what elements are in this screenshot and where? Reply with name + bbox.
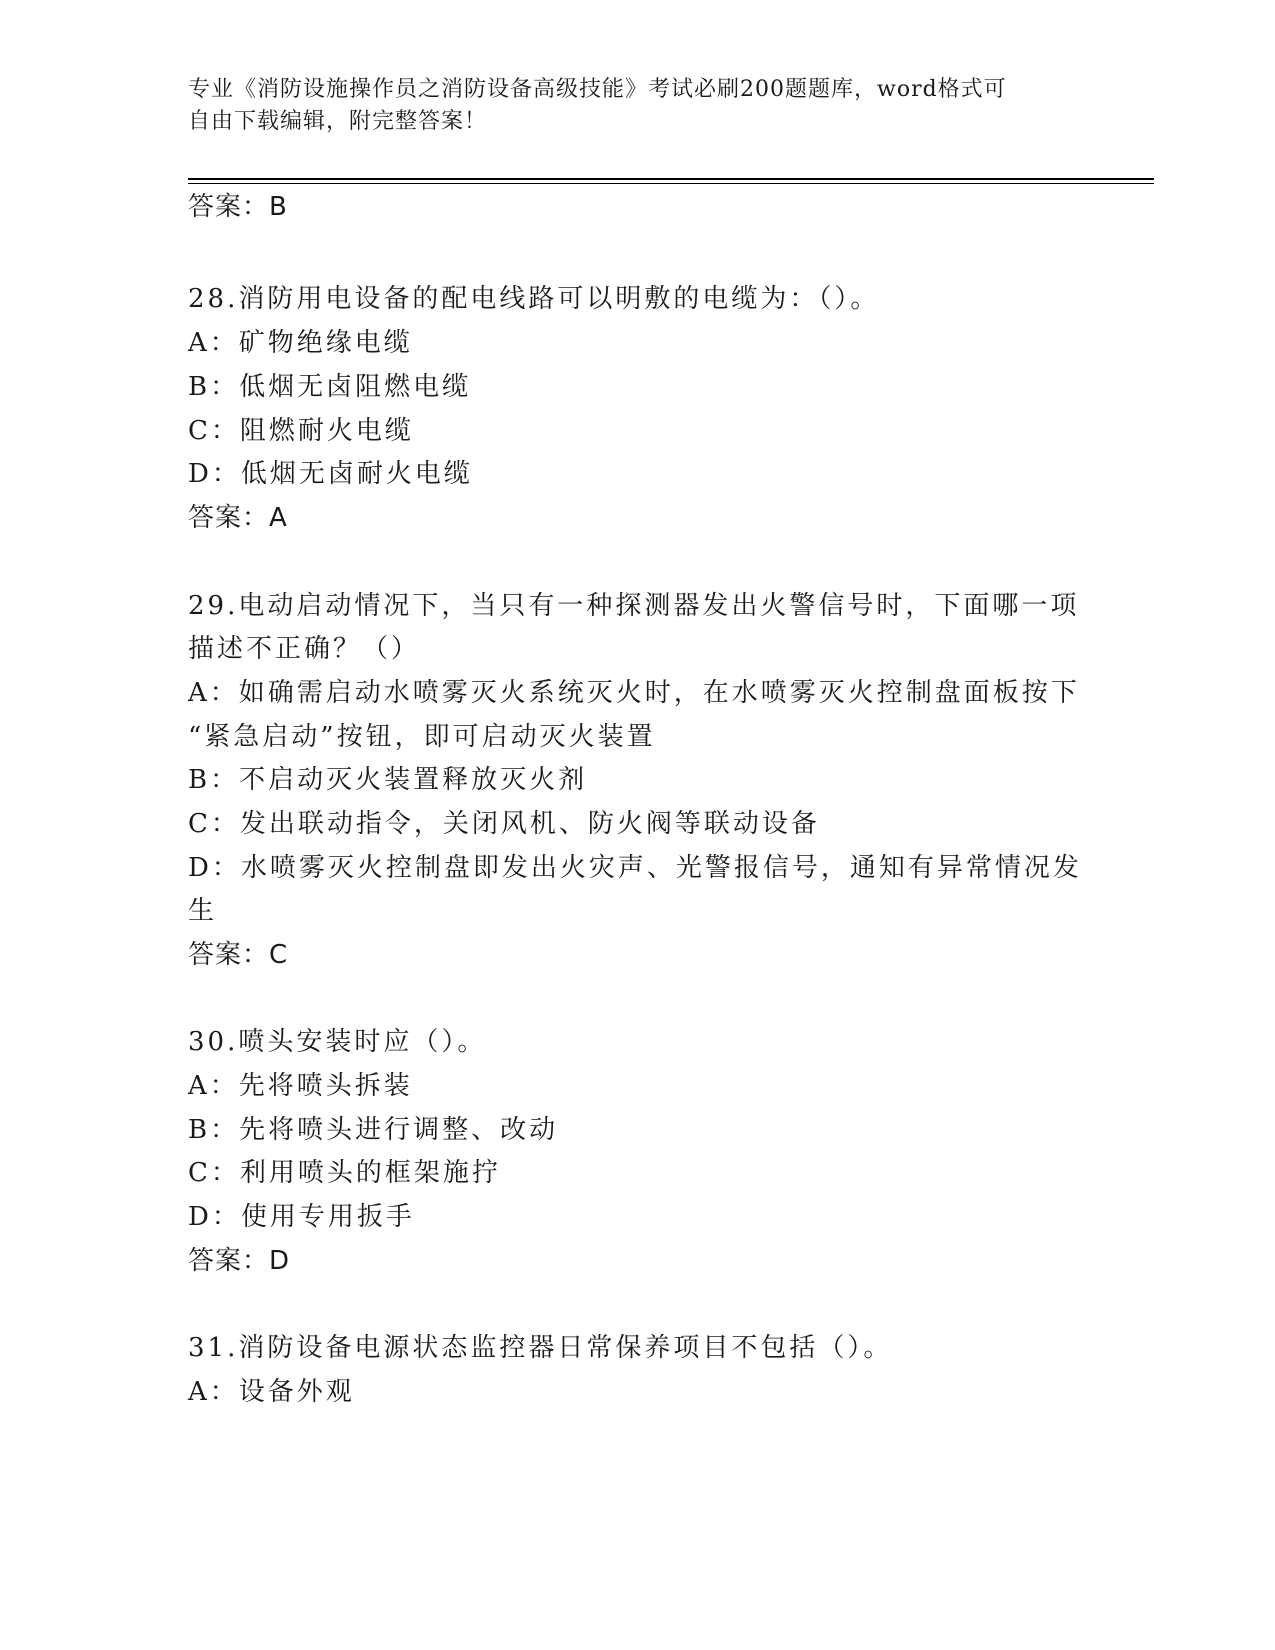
question-28-option-b: B：低烟无卤阻燃电缆 xyxy=(188,372,472,402)
question-29-stem-line-2: 描述不正确？（） xyxy=(188,634,421,664)
question-29-option-b: B：不启动灭火装置释放灭火剂 xyxy=(188,765,588,795)
question-30-option-b: B：先将喷头进行调整、改动 xyxy=(188,1115,559,1145)
header-rule-thin xyxy=(188,183,1154,184)
question-28-answer: 答案：A xyxy=(188,503,288,533)
question-28-option-d: D：低烟无卤耐火电缆 xyxy=(188,459,473,489)
question-29-option-c: C：发出联动指令，关闭风机、防火阀等联动设备 xyxy=(188,809,820,839)
question-30-option-a: A：先将喷头拆装 xyxy=(188,1071,413,1101)
question-29-option-d-line-1: D：水喷雾灭火控制盘即发出火灾声、光警报信号，通知有异常情况发 xyxy=(188,853,1082,883)
question-29-option-a-line-1: A：如确需启动水喷雾灭火系统灭火时，在水喷雾灭火控制盘面板按下 xyxy=(188,678,1080,708)
question-29-option-a-line-2: “紧急启动”按钮，即可启动灭火装置 xyxy=(188,722,656,752)
question-28-option-a: A：矿物绝缘电缆 xyxy=(188,328,413,358)
question-30-answer: 答案：D xyxy=(188,1246,291,1276)
previous-answer: 答案：B xyxy=(188,192,288,222)
question-28-stem: 28.消防用电设备的配电线路可以明敷的电缆为：（）。 xyxy=(188,284,880,314)
question-29-stem-line-1: 29.电动启动情况下，当只有一种探测器发出火警信号时，下面哪一项 xyxy=(188,591,1080,621)
question-30-option-d: D：使用专用扳手 xyxy=(188,1202,415,1232)
question-29-answer: 答案：C xyxy=(188,940,289,970)
question-29-option-d-line-2: 生 xyxy=(188,896,218,926)
question-30-stem: 30.喷头安装时应（）。 xyxy=(188,1027,487,1057)
question-31-stem: 31.消防设备电源状态监控器日常保养项目不包括（）。 xyxy=(188,1333,893,1363)
header-rule-thick xyxy=(188,178,1154,180)
header-line-1: 专业《消防设施操作员之消防设备高级技能》考试必刷200题题库，word格式可 xyxy=(188,77,1007,102)
document-header xyxy=(188,74,1088,138)
question-31-option-a: A：设备外观 xyxy=(188,1377,355,1407)
question-28-option-c: C：阻燃耐火电缆 xyxy=(188,416,414,446)
header-line-2: 自由下载编辑，附完整答案！ xyxy=(188,109,488,134)
question-30-option-c: C：利用喷头的框架施拧 xyxy=(188,1158,501,1188)
